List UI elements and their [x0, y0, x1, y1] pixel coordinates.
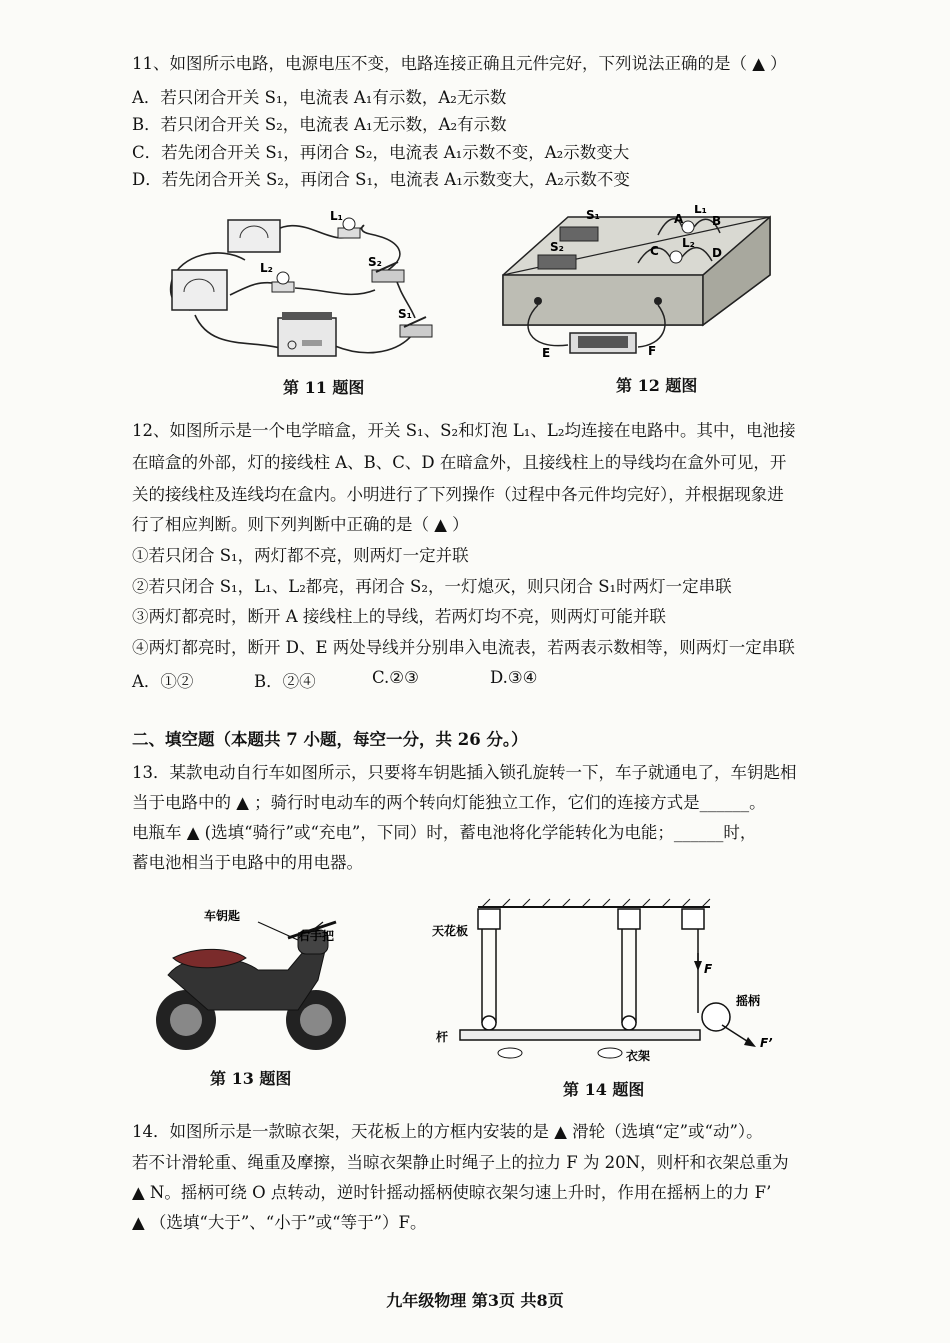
fig12-label-f: F — [648, 344, 657, 358]
battery-pack — [570, 333, 636, 353]
q12-blackbox-figure — [498, 205, 783, 370]
q13-line-2: 当于电路中的 ▲ ；骑行时电动车的两个转向灯能独立工作，它们的连接方式是______。 — [132, 793, 766, 812]
q11-figure-caption: 第 11 题图 — [283, 378, 365, 397]
q12-option-c: C.②③ — [372, 668, 419, 687]
q11-option-d: D．若先闭合开关 S₂，再闭合 S₁，电流表 A₁示数变大，A₂示数不变 — [132, 170, 630, 189]
fig12-label-l2: L₂ — [682, 236, 695, 250]
fig14-label-force-f: F — [704, 962, 713, 976]
q13-line-4: 蓄电池相当于电路中的用电器。 — [132, 853, 363, 872]
q11-option-c: C．若先闭合开关 S₁，再闭合 S₂，电流表 A₁示数不变，A₂示数变大 — [132, 143, 630, 162]
q14-figure-caption: 第 14 题图 — [563, 1080, 645, 1099]
fig11-label-l2: L₂ — [260, 261, 273, 275]
q12-stem-line-2: 在暗盒的外部，灯的接线柱 A、B、C、D 在暗盒外，且接线柱上的导线均在盒外可见，开 — [132, 453, 787, 472]
fig12-label-s1: S₁ — [586, 208, 600, 222]
q12-stem-line-4: 行了相应判断。则下列判断中正确的是（ ▲ ） — [132, 515, 469, 534]
ammeter-a1 — [228, 220, 280, 252]
q11-stem: 11、如图所示电路，电源电压不变，电路连接正确且元件完好，下列说法正确的是（ ▲ ） — [132, 54, 787, 73]
q14-line-3: ▲ N。摇柄可绕 O 点转动，逆时针摇动摇柄使晾衣架匀速上升时，作用在摇柄上的力 F’ — [132, 1183, 772, 1202]
fig12-label-a: A — [674, 212, 684, 226]
fig11-label-s2: S₂ — [368, 255, 382, 269]
fig13-label-key: 车钥匙 — [204, 909, 241, 923]
fig14-label-ceiling: 天花板 — [432, 924, 469, 938]
page-footer: 九年级物理 第3页 共8页 — [386, 1291, 564, 1310]
q13-ebike-figure — [148, 900, 358, 1060]
fig13-label-right-handle: 右手把 — [298, 929, 335, 943]
q14-line-2: 若不计滑轮重、绳重及摩擦，当晾衣架静止时绳子上的拉力 F 为 20N，则杆和衣架总重为 — [132, 1153, 789, 1172]
q12-figure-caption: 第 12 题图 — [616, 376, 698, 395]
fig14-label-crank: 摇柄 — [736, 994, 761, 1008]
q12-statement-4: ④两灯都亮时，断开 D、E 两处导线并分别串入电流表，若两表示数相等，则两灯一定串联 — [132, 638, 795, 657]
q12-option-d: D.③④ — [490, 668, 538, 687]
fig11-label-l1: L₁ — [330, 209, 343, 223]
fig12-label-d: D — [712, 246, 722, 260]
q12-statement-3: ③两灯都亮时，断开 A 接线柱上的导线，若两灯均不亮，则两灯可能并联 — [132, 607, 666, 626]
q14-line-1: 14．如图所示是一款晾衣架，天花板上的方框内安装的是 ▲ 滑轮（选填“定”或“动”）。 — [132, 1122, 763, 1141]
q12-option-a: A．①② — [132, 672, 194, 691]
q14-drying-rack-figure — [430, 895, 780, 1065]
fig12-label-l1: L₁ — [694, 205, 707, 216]
power-supply — [278, 312, 336, 356]
fig14-label-force-f-prime: F’ — [760, 1036, 773, 1050]
q11-option-a: A．若只闭合开关 S₁，电流表 A₁有示数，A₂无示数 — [132, 88, 507, 107]
q13-line-1: 13．某款电动自行车如图所示，只要将车钥匙插入锁孔旋转一下，车子就通电了，车钥匙相 — [132, 763, 797, 782]
q13-figure-caption: 第 13 题图 — [210, 1069, 292, 1088]
q12-option-b: B．②④ — [254, 672, 316, 691]
fig14-label-rod: 杆 — [436, 1030, 449, 1044]
q12-statement-1: ①若只闭合 S₁，两灯都不亮，则两灯一定并联 — [132, 546, 469, 565]
q12-stem-line-1: 12、如图所示是一个电学暗盒，开关 S₁、S₂和灯泡 L₁、L₂均连接在电路中。其中，电池接 — [132, 421, 796, 440]
fig11-label-s1: S₁ — [398, 307, 412, 321]
section-2-title: 二、填空题（本题共 7 小题，每空一分，共 26 分。） — [132, 730, 528, 749]
q11-option-b: B．若只闭合开关 S₂，电流表 A₁无示数，A₂有示数 — [132, 115, 507, 134]
fig12-label-e: E — [542, 346, 551, 360]
fig14-label-hanger: 衣架 — [626, 1049, 651, 1063]
fig12-label-c: C — [650, 244, 659, 258]
bulb-l2 — [272, 272, 294, 292]
q13-line-3: 电瓶车 ▲ (选填“骑行”或“充电”，下同）时，蓄电池将化学能转化为电能；______时， — [132, 823, 757, 842]
ammeter-a2 — [172, 270, 227, 310]
q11-circuit-figure — [160, 200, 460, 370]
q12-stem-line-3: 关的接线柱及连线均在盒内。小明进行了下列操作（过程中各元件均完好），并根据现象进 — [132, 485, 784, 504]
q14-line-4: ▲ （选填“大于”、“小于”或“等于”）F。 — [132, 1213, 427, 1232]
fig12-label-b: B — [712, 214, 722, 228]
q12-statement-2: ②若只闭合 S₁，L₁、L₂都亮，再闭合 S₂，一灯熄灭，则只闭合 S₁时两灯一定串联 — [132, 577, 732, 596]
fig12-label-s2: S₂ — [550, 240, 564, 254]
